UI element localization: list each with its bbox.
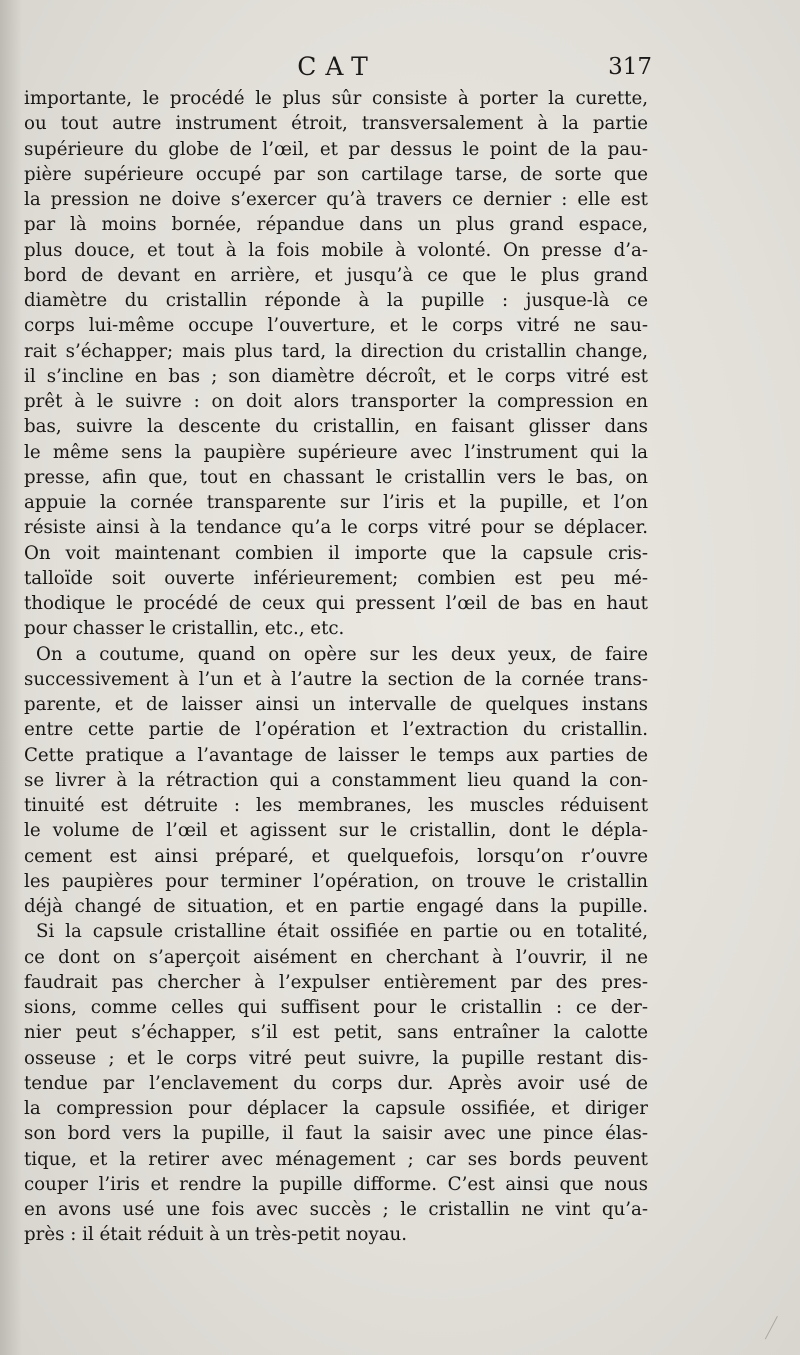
text-line: appuie la cornée transparente sur l’iris et la pupille, et l’on (24, 492, 648, 513)
text-line: pière supérieure occupé par son cartilage tarse, de sorte que (24, 163, 648, 185)
text-line: bord de devant en arrière, et jusqu’à ce que le plus grand (24, 264, 648, 286)
text-line: presse, afin que, tout en chassant le cristallin vers le bas, on (24, 466, 648, 488)
running-head-title: CAT (297, 52, 377, 81)
text-line: nier peut s’échapper, s’il est petit, sans entraîner la calotte (24, 1022, 648, 1044)
pencil-mark (765, 1316, 790, 1346)
text-line: prêt à le suivre : on doit alors transporter la compression en (24, 391, 648, 412)
text-line: diamètre du cristallin réponde à la pupille : jusque-là ce (24, 290, 648, 311)
text-line: se livrer à la rétraction qui a constamment lieu quand la con- (24, 769, 648, 791)
text-line: corps lui-même occupe l’ouverture, et le corps vitré ne sau- (24, 315, 648, 337)
text-line: pour chasser le cristallin, etc., etc. (24, 618, 345, 640)
page-gutter-shadow (0, 0, 22, 1355)
text-line: cement est ainsi préparé, et quelquefois, lorsqu’on r’ouvre (24, 845, 648, 867)
text-line: osseuse ; et le corps vitré peut suivre, la pupille restant dis- (24, 1047, 648, 1069)
text-line: la pression ne doive s’exercer qu’à travers ce dernier : elle est (24, 189, 648, 210)
text-line: les paupières pour terminer l’opération, on trouve le cristallin (24, 870, 648, 892)
text-line: Si la capsule cristalline était ossifiée en partie ou en totalité, (36, 921, 648, 943)
text-line: entre cette partie de l’opération et l’extraction du cristallin. (24, 719, 648, 741)
text-line: faudrait pas chercher à l’expulser entièrement par des pres- (24, 971, 648, 993)
text-line: On a coutume, quand on opère sur les deux yeux, de faire (36, 643, 648, 665)
text-line: résiste ainsi à la tendance qu’a le corps vitré pour se déplacer. (24, 517, 648, 539)
text-line: plus douce, et tout à la fois mobile à volonté. On presse d’a- (24, 239, 648, 261)
text-line: tique, et la retirer avec ménagement ; car ses bords peuvent (24, 1148, 648, 1170)
text-line: la compression pour déplacer la capsule ossifiée, et diriger (24, 1098, 648, 1119)
text-line: supérieure du globe de l’œil, et par dessus le point de la pau- (24, 138, 648, 160)
text-line: son bord vers la pupille, il faut la saisir avec une pince élas- (24, 1123, 648, 1145)
text-line: déjà changé de situation, et en partie engagé dans la pupille. (24, 896, 648, 917)
text-line: Cette pratique a l’avantage de laisser le temps aux parties de (24, 744, 648, 766)
text-line: parente, et de laisser ainsi un intervalle de quelques instans (24, 694, 648, 715)
body-text (24, 86, 648, 1248)
text-line: On voit maintenant combien il importe que la capsule cris- (24, 542, 648, 564)
text-line: bas, suivre la descente du cristallin, en faisant glisser dans (24, 416, 648, 438)
text-line: tendue par l’enclavement du corps dur. Après avoir usé de (24, 1072, 648, 1094)
page-number: 317 (608, 54, 652, 80)
text-line: successivement à l’un et à l’autre la section de la cornée trans- (24, 668, 648, 690)
text-line: rait s’échapper; mais plus tard, la direction du cristallin change, (24, 340, 648, 362)
text-line: thodique le procédé de ceux qui pressent l’œil de bas en haut (24, 593, 648, 614)
text-line: en avons usé une fois avec succès ; le cristallin ne vint qu’a- (24, 1199, 648, 1220)
text-line: couper l’iris et rendre la pupille difforme. C’est ainsi que nous (24, 1173, 648, 1195)
text-line: par là moins bornée, répandue dans un plus grand espace, (24, 214, 648, 236)
text-line: ou tout autre instrument étroit, transversalement à la partie (24, 113, 648, 135)
running-head (22, 52, 652, 86)
text-line: le volume de l’œil et agissent sur le cristallin, dont le dépla- (24, 820, 648, 842)
text-line: tinuité est détruite : les membranes, les muscles réduisent (24, 795, 648, 816)
text-line: talloïde soit ouverte inférieurement; combien est peu mé- (24, 567, 648, 589)
text-line: sions, comme celles qui suffisent pour le cristallin : ce der- (24, 997, 648, 1018)
text-line: ce dont on s’aperçoit aisément en cherchant à l’ouvrir, il ne (24, 946, 648, 968)
text-line: importante, le procédé le plus sûr consiste à porter la curette, (24, 88, 648, 109)
text-line: près : il était réduit à un très-petit noyau. (24, 1224, 408, 1246)
text-line: le même sens la paupière supérieure avec l’instrument qui la (24, 441, 648, 463)
text-line: il s’incline en bas ; son diamètre décroît, et le corps vitré est (24, 365, 648, 387)
